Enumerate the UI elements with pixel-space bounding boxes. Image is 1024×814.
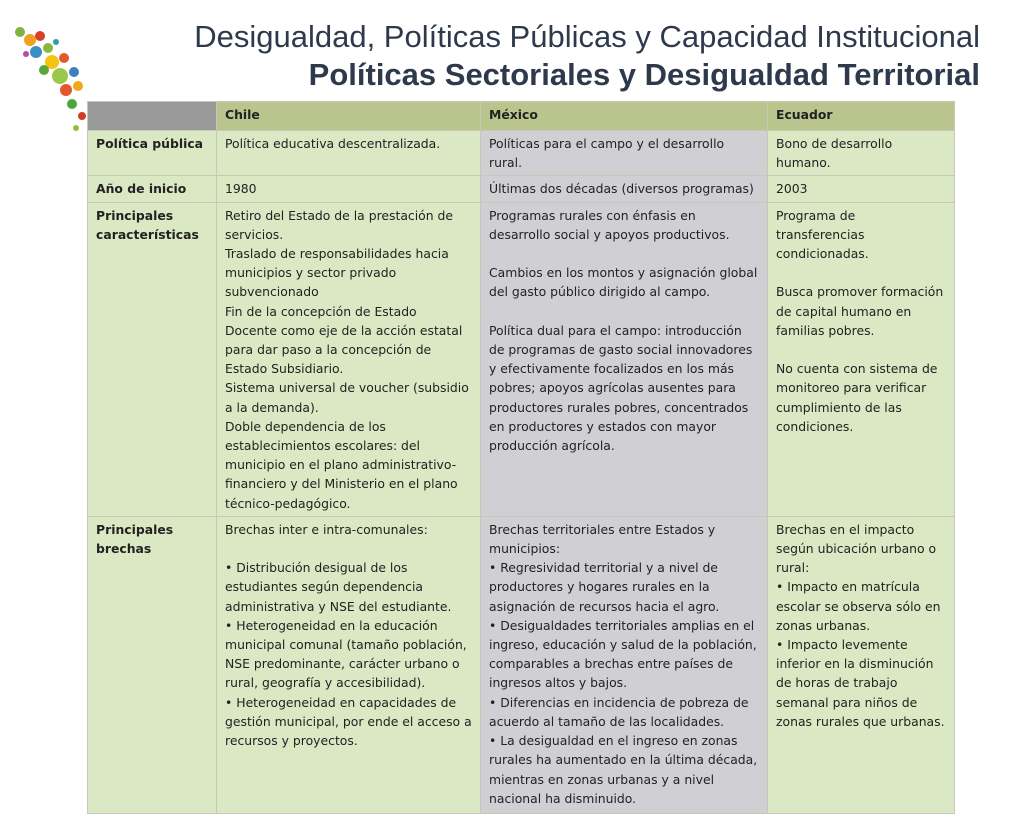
cell-text: Busca promover formación de capital humano en familias pobres.	[776, 284, 944, 338]
hand-icon	[15, 27, 86, 131]
cell-text: Doble dependencia de los establecimientos escolares: del municipio en el plano administrativo-financiero y del Ministerio en el plano técnico-pedagógico.	[225, 418, 458, 511]
cell-chile-brechas	[217, 516, 481, 813]
cell-text: Política educativa descentralizada.	[225, 136, 441, 151]
cell-chile-caracteristicas	[217, 202, 481, 516]
row-label-anio: Año de inicio	[88, 176, 217, 202]
cell-text: • Heterogeneidad en capacidades de gestión municipal, por ende el acceso a recursos y proyectos.	[225, 694, 472, 749]
cell-text: Políticas para el campo y el desarrollo rural.	[489, 136, 725, 171]
cell-text: Sistema universal de voucher (subsidio a la demanda).	[225, 380, 469, 415]
cell-ecuador-politica	[768, 131, 955, 176]
cell-mexico-caracteristicas	[481, 202, 768, 516]
header-mexico: México	[481, 102, 768, 131]
cell-mexico-brechas	[481, 516, 768, 813]
cell-text: 2003	[776, 181, 808, 197]
cell-spacer	[225, 539, 472, 558]
row-label-politica: Política pública	[88, 131, 217, 176]
header-ecuador: Ecuador	[768, 102, 955, 131]
cell-text: Cambios en los montos y asignación global del gasto público dirigido al campo.	[489, 265, 758, 300]
table-row	[88, 202, 955, 516]
title-block	[194, 18, 980, 94]
row-label-caracteristicas: Principales características	[88, 202, 217, 516]
cell-text: Programas rurales con énfasis en desarrollo social y apoyos productivos.	[489, 207, 730, 242]
cell-mexico-anio	[481, 176, 768, 202]
cell-text: Brechas en el impacto según ubicación urbano o rural:	[776, 521, 937, 576]
slide-title: Desigualdad, Políticas Públicas y Capacidad Institucional	[194, 19, 980, 54]
cell-text: Brechas inter e intra-comunales:	[225, 521, 428, 537]
cell-spacer	[489, 244, 759, 263]
cell-text: Fin de la concepción de Estado Docente como eje de la acción estatal para dar paso a la concepción de Estado Subsidiario.	[225, 303, 463, 377]
row-label-brechas: Principales brechas	[88, 516, 217, 813]
policy-table	[87, 101, 955, 814]
cell-text: • Heterogeneidad en la educación municipal comunal (tamaño población, NSE predominante, carácter urbano o rural, geografía y accesibilidad).	[225, 617, 467, 691]
cell-spacer	[776, 340, 946, 359]
table-row	[88, 176, 955, 202]
cell-spacer	[776, 263, 946, 282]
cell-ecuador-caracteristicas	[768, 202, 955, 516]
cell-text: • Impacto en matrícula escolar se observa sólo en zonas urbanas.	[776, 579, 941, 633]
cell-text: • Impacto levemente inferior en la disminución de horas de trabajo semanal para niños de zonas rurales que urbanas.	[776, 637, 945, 729]
cell-chile-anio	[217, 176, 481, 202]
header-corner-cell	[88, 102, 217, 131]
cell-text: 1980	[225, 181, 257, 197]
header-chile: Chile	[217, 102, 481, 131]
cell-text: • Regresividad territorial y a nivel de productores y hogares rurales en la asignación de recursos hacia el agro.	[489, 560, 720, 614]
cell-ecuador-brechas	[768, 516, 955, 813]
cell-text: No cuenta con sistema de monitoreo para verificar cumplimiento de las condiciones.	[776, 361, 938, 434]
cell-text: Brechas territoriales entre Estados y municipios:	[489, 521, 716, 557]
cell-text: Bono de desarrollo humano.	[776, 136, 893, 171]
table-row	[88, 516, 955, 813]
cell-text: Últimas dos décadas (diversos programas)	[489, 181, 754, 197]
slide-subtitle: Políticas Sectoriales y Desigualdad Territorial	[308, 57, 980, 92]
cell-text: Retiro del Estado de la prestación de servicios.	[225, 207, 454, 242]
cell-text: • Diferencias en incidencia de pobreza de acuerdo al tamaño de las localidades.	[489, 694, 749, 729]
cell-text: • Distribución desigual de los estudiantes según dependencia administrativa y NSE del estudiante.	[225, 560, 452, 614]
cell-spacer	[489, 302, 759, 321]
cell-text: Traslado de responsabilidades hacia municipios y sector privado subvencionado	[225, 246, 449, 300]
cell-text: Política dual para el campo: introducción de programas de gasto social innovadores y efectivamente focalizados en los más pobres; apoyos agrícolas ausentes para productores rurales pobres, concentrados en productores y estados con mayor producción agrícola.	[489, 322, 753, 454]
cell-text: • La desigualdad en el ingreso en zonas rurales ha aumentado en la última década, mientras en zonas urbanas y a nivel nacional ha disminuido.	[489, 733, 758, 806]
cell-chile-politica	[217, 131, 481, 176]
table-header-row	[88, 102, 955, 131]
table-row	[88, 131, 955, 176]
cell-text: • Desigualdades territoriales amplias en el ingreso, educación y salud de la población, comparables a brechas entre países de ingresos altos y bajos.	[489, 617, 757, 691]
cell-mexico-politica	[481, 131, 768, 176]
cell-ecuador-anio	[768, 176, 955, 202]
cell-text: Programa de transferencias condicionadas.	[776, 207, 869, 262]
